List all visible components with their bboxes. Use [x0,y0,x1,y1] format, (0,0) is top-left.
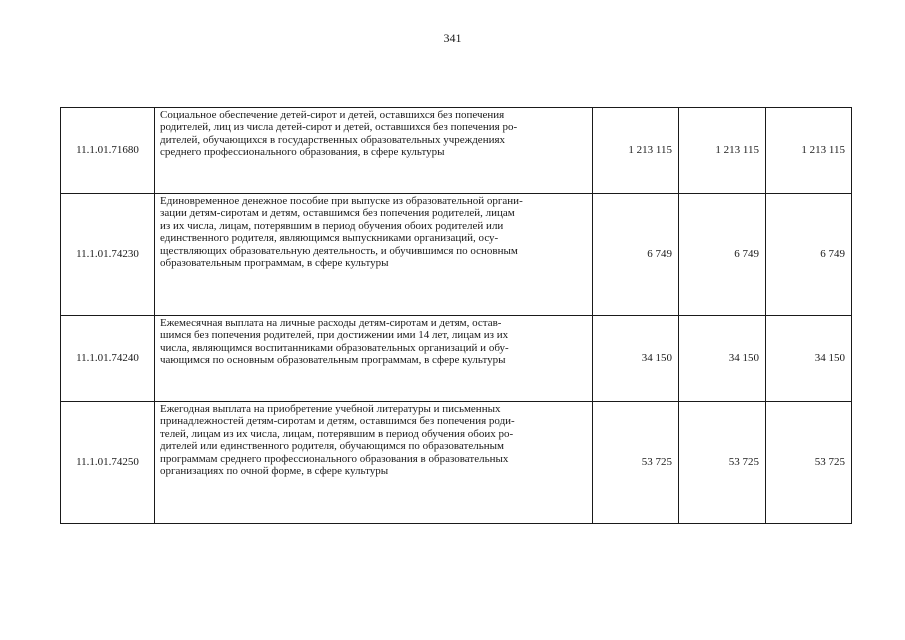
row-description [155,402,593,524]
description-line: программам среднего профессионального образования в образовательных [160,452,509,465]
description-line: Единовременное денежное пособие при выпуске из образовательной органи- [160,195,523,207]
row-description [155,194,593,316]
description-line: родителей, лиц из числа детей-сирот и детей, оставшихся без попечения ро- [160,121,518,134]
budget-code: 11.1.01.74240 [61,316,155,402]
budget-code: 11.1.01.74230 [61,194,155,316]
table-row [61,316,852,402]
description-line: числа, являющимся воспитанниками образовательных организаций и обу- [160,341,509,354]
amount-cell: 1 213 115 [679,108,766,194]
row-description [155,108,593,194]
description-line: из их числа, лицам, потерявшим в период обучения обоих родителей или [160,219,504,232]
description-line: среднего профессионального образования, в сфере культуры [160,146,445,159]
description-line: телей, лицам из их числа, лицам, потерявшим в период обучения обоих ро- [160,427,514,440]
amount-cell: 34 150 [593,316,679,402]
amount-cell: 1 213 115 [593,108,679,194]
amount-cell: 53 725 [593,402,679,524]
amount-cell: 53 725 [766,402,852,524]
page-number: 341 [443,31,462,45]
amount-cell: 1 213 115 [766,108,852,194]
amount-cell: 6 749 [593,194,679,316]
description-line: единственного родителя, являющимся выпускниками организаций, осу- [160,232,499,245]
budget-code: 11.1.01.74250 [61,402,155,524]
description-line: организациях по очной форме, в сфере культуры [160,465,389,478]
amount-cell: 6 749 [679,194,766,316]
amount-cell: 53 725 [679,402,766,524]
table-row [61,402,852,524]
budget-code: 11.1.01.71680 [61,108,155,194]
table-row [61,194,852,316]
amount-cell: 6 749 [766,194,852,316]
description-line: Социальное обеспечение детей-сирот и детей, оставшихся без попечения [160,109,505,121]
budget-table [60,107,852,524]
table-row [61,108,852,194]
description-line: принадлежностей детям-сиротам и детям, оставшимся без попечения роди- [160,415,515,428]
description-line: шимся без попечения родителей, при достижении ими 14 лет, лицам из их [160,329,509,342]
description-line: дителей или единственного родителя, обучающимся по образовательным [160,440,504,453]
amount-cell: 34 150 [766,316,852,402]
row-description [155,316,593,402]
description-line: Ежемесячная выплата на личные расходы детям-сиротам и детям, остав- [160,317,502,329]
amount-cell: 34 150 [679,316,766,402]
description-line: образовательным программам, в сфере культуры [160,257,389,270]
description-line: чающимся по основным образовательным программам, в сфере культуры [160,354,506,367]
description-line: Ежегодная выплата на приобретение учебной литературы и письменных [160,403,501,415]
description-line: ществляющих образовательную деятельность, и обучившимся по основным [160,244,518,257]
description-line: зации детям-сиротам и детям, оставшимся без попечения родителей, лицам [160,207,515,220]
description-line: дителей, обучающихся в государственных образовательных учреждениях [160,133,506,146]
